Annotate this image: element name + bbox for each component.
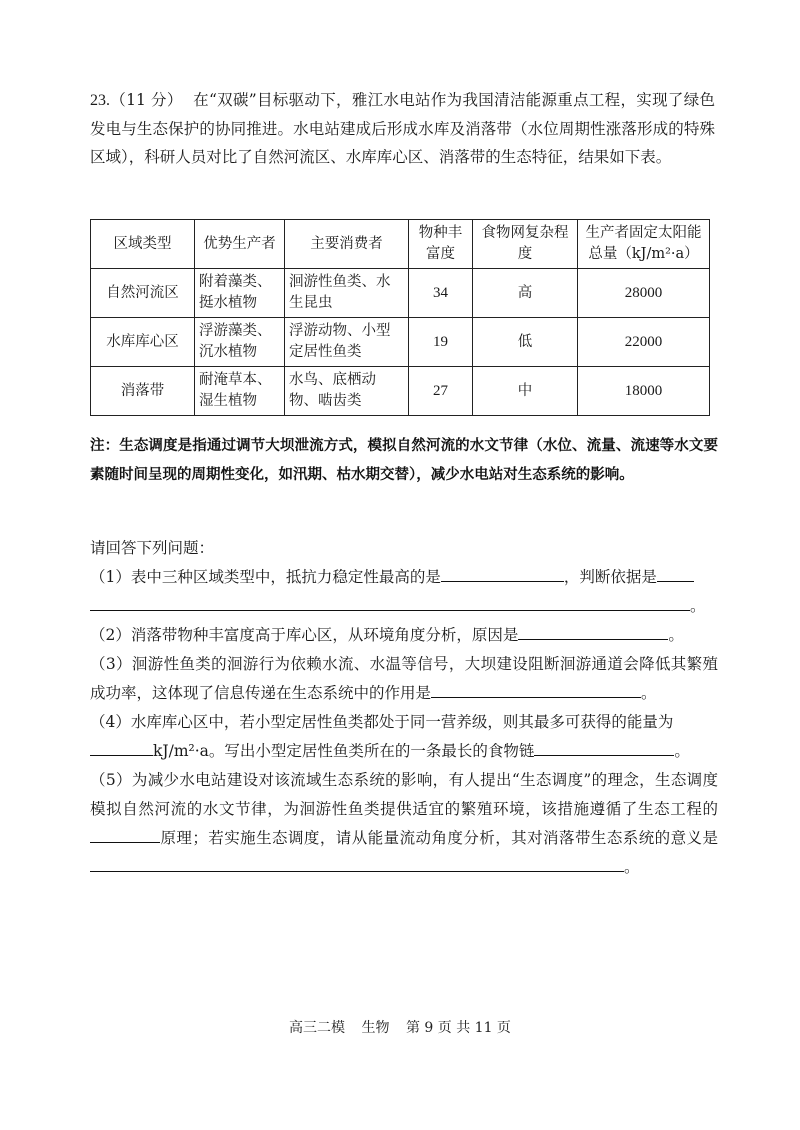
table-cell: 27 [409, 367, 473, 416]
table-cell: 附着藻类、挺水植物 [195, 269, 285, 318]
answer-line-row [90, 592, 718, 621]
table-cell: 高 [473, 269, 578, 318]
answer-blank[interactable] [534, 737, 674, 756]
question-23-intro [90, 86, 715, 171]
sub-question-3 [90, 650, 718, 708]
table-cell: 水库库心区 [91, 318, 195, 367]
footer-page-number: 第 9 页 共 11 页 [405, 1020, 511, 1036]
table-cell: 浮游动物、小型定居性鱼类 [285, 318, 409, 367]
full-stop: 。 [624, 858, 640, 876]
sub-question-1-text-b: ，判断依据是 [563, 568, 657, 586]
table-cell: 28000 [578, 269, 710, 318]
page-footer [0, 1017, 800, 1037]
full-stop: 。 [690, 597, 706, 615]
sub-question-4-text-b: kJ/m²·a。写出小型定居性鱼类所在的一条最长的食物链 [153, 742, 535, 760]
table-cell: 消落带 [91, 367, 195, 416]
header-cell: 生产者固定太阳能总量（kJ/m²·a） [578, 220, 710, 269]
sub-question-2 [90, 621, 718, 650]
sub-question-2-text: （2）消落带物种丰富度高于库心区，从环境角度分析，原因是 [90, 626, 519, 644]
sub-question-4-text-a: （4）水库库心区中，若小型定居性鱼类都处于同一营养级，则其最多可获得的能量为 [90, 713, 674, 731]
table-cell: 耐淹草本、湿生植物 [195, 367, 285, 416]
header-cell: 优势生产者 [195, 220, 285, 269]
header-cell: 区域类型 [91, 220, 195, 269]
sub-question-4 [90, 708, 718, 766]
table-row [91, 367, 710, 416]
ecology-data-table [90, 219, 710, 416]
full-stop: 。 [674, 742, 690, 760]
answer-blank[interactable] [441, 563, 564, 582]
table-cell: 22000 [578, 318, 710, 367]
answer-blank[interactable] [90, 853, 624, 872]
answer-blank[interactable] [657, 563, 694, 582]
answer-blank[interactable] [518, 621, 668, 640]
sub-question-5-text-a: （5）为减少水电站建设对该流域生态系统的影响，有人提出“生态调度”的理念，生态调度模拟自然河流的水文节律，为洄游性鱼类提供适宜的繁殖环境，该措施遵循了生态工程的 [90, 771, 718, 818]
table-cell: 自然河流区 [91, 269, 195, 318]
sub-question-1 [90, 563, 718, 592]
question-stem: 在“双碳”目标驱动下，雅江水电站作为我国清洁能源重点工程，实现了绿色发电与生态保护的协同推进。水电站建成后形成水库及消落带（水位周期性涨落形成的特殊区域），科研人员对比了自然河流区、水库库心区、消落带的生态特征，结果如下表。 [90, 91, 715, 166]
table-cell: 19 [409, 318, 473, 367]
full-stop: 。 [641, 684, 657, 702]
question-points: （11 分） [110, 91, 183, 109]
ecological-dispatch-note: 注：生态调度是指通过调节大坝泄流方式，模拟自然河流的水文节律（水位、流量、流速等水文要素随时间呈现的周期性变化，如汛期、枯水期交替），减少水电站对生态系统的影响。 [90, 438, 718, 483]
table-cell: 低 [473, 318, 578, 367]
question-number: 23. [90, 92, 110, 109]
table-header-row [91, 220, 710, 269]
answer-blank[interactable] [90, 824, 160, 843]
footer-exam: 高三二模 [289, 1020, 346, 1036]
sub-question-5-text-b: 原理；若实施生态调度，请从能量流动角度分析，其对消落带生态系统的意义是 [160, 829, 718, 847]
sub-question-1-text-a: （1）表中三种区域类型中，抵抗力稳定性最高的是 [90, 568, 441, 586]
table-cell: 浮游藻类、沉水植物 [195, 318, 285, 367]
sub-question-5 [90, 766, 718, 882]
table-cell: 洄游性鱼类、水生昆虫 [285, 269, 409, 318]
answer-blank[interactable] [431, 679, 641, 698]
sub-questions [90, 534, 718, 882]
answer-blank[interactable] [90, 737, 153, 756]
table-row [91, 318, 710, 367]
table-cell: 18000 [578, 367, 710, 416]
header-cell: 主要消费者 [285, 220, 409, 269]
questions-lead: 请回答下列问题： [90, 539, 215, 557]
table-cell: 水鸟、底栖动物、啮齿类 [285, 367, 409, 416]
table-cell: 34 [409, 269, 473, 318]
full-stop: 。 [668, 626, 684, 644]
header-cell: 物种丰富度 [409, 220, 473, 269]
table-row [91, 269, 710, 318]
header-cell: 食物网复杂程度 [473, 220, 578, 269]
answer-line[interactable] [90, 592, 690, 611]
table-cell: 中 [473, 367, 578, 416]
footer-subject: 生物 [361, 1020, 390, 1036]
sub-question-3-text: （3）洄游性鱼类的洄游行为依赖水流、水温等信号，大坝建设阻断洄游通道会降低其繁殖成功率，这体现了信息传递在生态系统中的作用是 [90, 655, 718, 702]
